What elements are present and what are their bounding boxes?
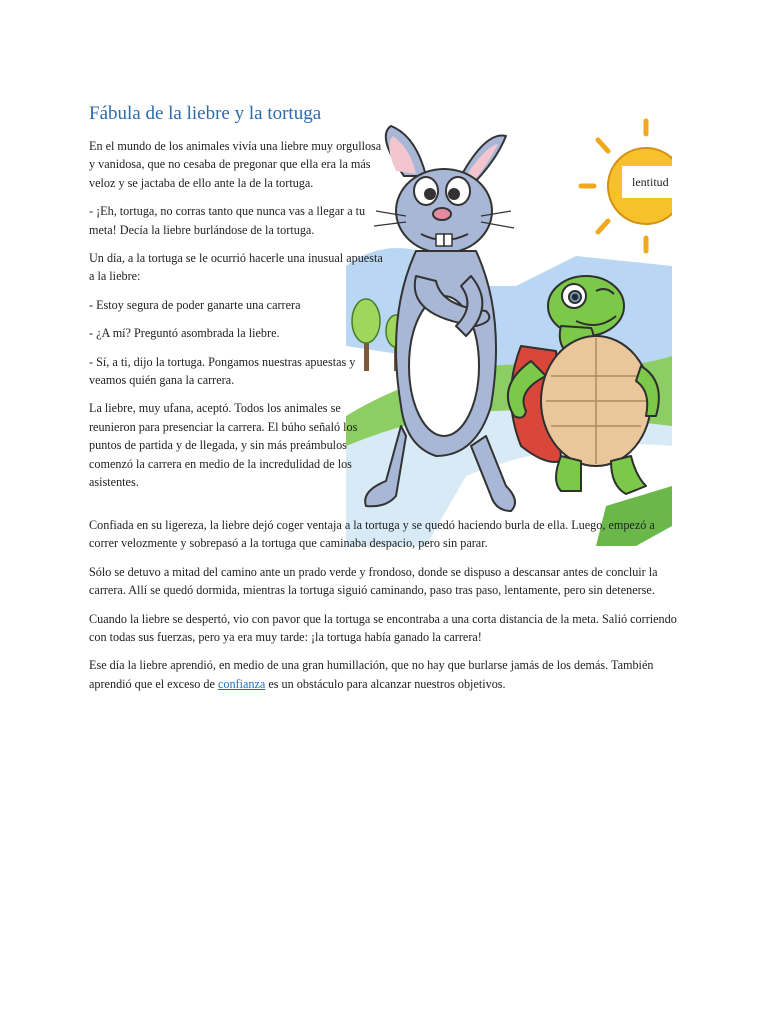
story-continuation bbox=[89, 516, 677, 703]
paragraph: - ¿A mí? Preguntó asombrada la liebre. bbox=[89, 326, 280, 341]
paragraph: Confiada en su ligereza, la liebre dejó coger ventaja a la tortuga y se quedó haciendo burla de ella. Luego, empezó a correr velozmente y sobrepasó a la tortuga que caminaba despacio, pero sin parar. bbox=[89, 518, 655, 551]
intro-text-column bbox=[89, 137, 389, 502]
hare-and-turtle-illustration bbox=[346, 116, 672, 546]
paragraph: Cuando la liebre se despertó, vio con pavor que la tortuga se encontraba a una corta distancia de la meta. Salió corriendo con todas sus fuerzas, pero ya era muy tarde: ¡la tortuga había ganado la carrera! bbox=[89, 611, 677, 645]
moral-text-after: es un obstáculo para alcanzar nuestros objetivos. bbox=[265, 676, 506, 691]
paragraph: - Sí, a ti, dijo la tortuga. Pongamos nuestras apuestas y veamos quién gana la carrera. bbox=[89, 354, 356, 388]
page-title: Fábula de la liebre y la tortuga bbox=[89, 103, 322, 124]
confianza-link[interactable]: confianza bbox=[217, 676, 266, 691]
moral-paragraph bbox=[89, 656, 677, 693]
paragraph: - ¡Eh, tortuga, no corras tanto que nunca vas a llegar a tu meta! Decía la liebre burlándose de la tortuga. bbox=[89, 204, 366, 237]
paragraph: Un día, a la tortuga se le ocurrió hacerle una inusual apuesta a la liebre: bbox=[89, 251, 383, 284]
image-caption-label: lentitud bbox=[632, 175, 669, 189]
paragraph: La liebre, muy ufana, aceptó. Todos los animales se reunieron para presenciar la carrera. El búho señaló los puntos de partida y de llegada, y sin más preámbulos comenzó la carrera en medio de la incredulidad de los asistentes. bbox=[89, 401, 358, 490]
paragraph: Sólo se detuvo a mitad del camino ante un prado verde y frondoso, donde se dispuso a descansar antes de concluir la carrera. Allí se quedó dormida, mientras la tortuga siguió caminando, paso tras paso, lentamente, pero sin detenerse. bbox=[89, 564, 658, 598]
moral-text-before: Ese día la liebre aprendió, en medio de una gran humillación, que no hay que burlarse jamás de los demás. También aprendió que el exceso de bbox=[89, 658, 654, 691]
paragraph: - Estoy segura de poder ganarte una carrera bbox=[89, 297, 301, 312]
paragraph: En el mundo de los animales vivía una liebre muy orgullosa y vanidosa, que no cesaba de pregonar que ella era la más veloz y se jactaba de ello ante la de la tortuga. bbox=[89, 139, 382, 190]
